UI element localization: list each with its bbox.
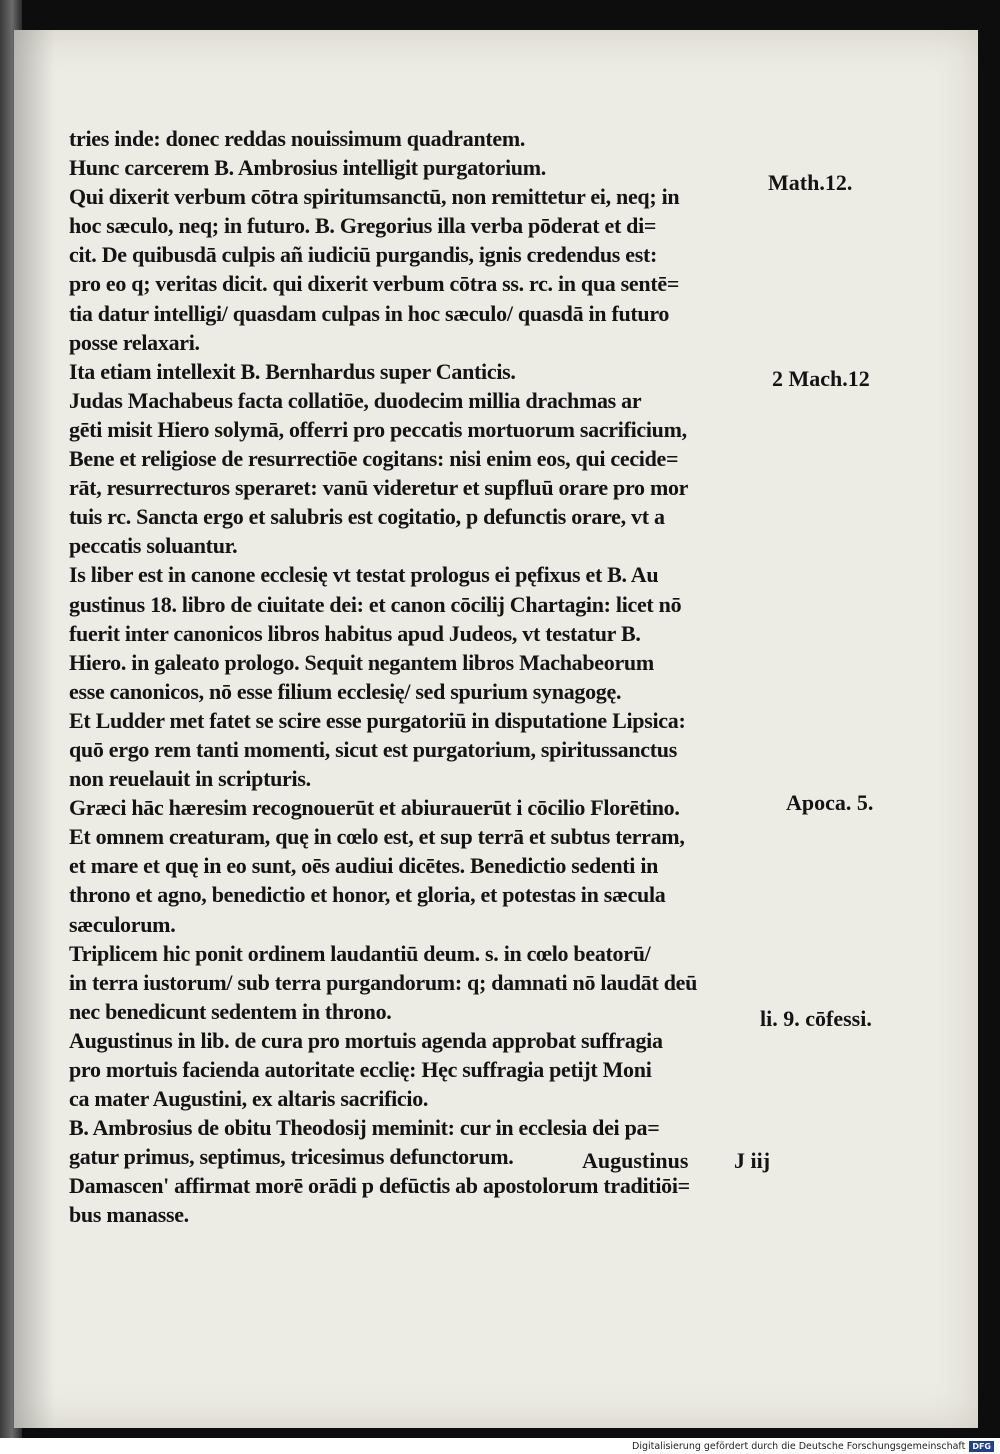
text-line: rāt, resurrecturos speraret: vanū videretur et supfluū orare pro mor bbox=[69, 475, 689, 501]
digitization-footer bbox=[0, 1438, 1000, 1454]
margin-note-mach: 2 Mach.12 bbox=[772, 366, 870, 391]
funding-credit: Digitalisierung gefördert durch die Deutsche Forschungsgemeinschaft bbox=[632, 1440, 966, 1452]
text-line: tia datur intelligi/ quasdam culpas in hoc sæculo/ quasdā in futuro bbox=[69, 300, 670, 326]
margin-note-math: Math.12. bbox=[768, 170, 853, 195]
text-line: Augustinus in lib. de cura pro mortuis agenda approbat suffragia bbox=[69, 1027, 663, 1053]
text-line: cit. De quibusdā culpis añ iudiciū purgandis, ignis credendus est: bbox=[69, 242, 658, 268]
text-line: pro eo q; veritas dicit. qui dixerit verbum cōtra ss. rc. in qua sentē= bbox=[69, 271, 680, 297]
text-line: Damascen' affirmat morē orādi p defūctis ab apostolorum traditiōi= bbox=[69, 1173, 690, 1199]
text-line: tuis rc. Sancta ergo et salubris est cogitatio, p defunctis orare, vt a bbox=[69, 504, 665, 530]
text-line: Judas Machabeus facta collatiōe, duodecim millia drachmas ar bbox=[69, 387, 642, 413]
text-line: ca mater Augustini, ex altaris sacrificio. bbox=[69, 1086, 429, 1112]
text-line: Triplicem hic ponit ordinem laudantiū deum. s. in cœlo beatorū/ bbox=[69, 940, 651, 966]
catchword: Augustinus bbox=[582, 1148, 689, 1173]
text-line: Qui dixerit verbum cōtra spiritumsanctū, non remittetur ei, neq; in bbox=[69, 184, 680, 210]
body-text bbox=[69, 124, 799, 1230]
text-line: tries inde: donec reddas nouissimum quadrantem. bbox=[69, 126, 526, 151]
margin-note-apoca: Apoca. 5. bbox=[786, 790, 874, 815]
text-line: in terra iustorum/ sub terra purgandorum: q; damnati nō laudāt deū bbox=[69, 969, 698, 995]
text-line: B. Ambrosius de obitu Theodosij meminit: cur in ecclesia dei pa= bbox=[69, 1115, 660, 1141]
text-line: Bene et religiose de resurrectiōe cogitans: nisi enim eos, qui cecide= bbox=[69, 446, 679, 472]
text-line: bus manasse. bbox=[69, 1202, 189, 1228]
text-line: nec benedicunt sedentem in throno. bbox=[69, 998, 392, 1024]
text-line: Hunc carcerem B. Ambrosius intelligit purgatorium. bbox=[69, 155, 546, 181]
dfg-logo-icon: DFG bbox=[969, 1441, 994, 1452]
book-page bbox=[14, 30, 978, 1428]
text-line: fuerit inter canonicos libros habitus apud Judeos, vt testatur B. bbox=[69, 620, 641, 646]
text-line: Is liber est in canone ecclesię vt testat prologus ei pęfixus et B. Au bbox=[69, 562, 659, 588]
text-line: gustinus 18. libro de ciuitate dei: et canon cōcilij Chartagin: licet nō bbox=[69, 591, 682, 617]
text-line: hoc sæculo, neq; in futuro. B. Gregorius illa verba pōderat et di= bbox=[69, 213, 657, 239]
text-line: peccatis soluantur. bbox=[69, 533, 238, 559]
text-line: esse canonicos, nō esse filium ecclesię/ sed spurium synagogę. bbox=[69, 678, 622, 704]
text-line: Hiero. in galeato prologo. Sequit negantem libros Machabeorum bbox=[69, 649, 654, 675]
text-line: sæculorum. bbox=[69, 911, 176, 937]
signature-mark: J iij bbox=[734, 1148, 771, 1173]
text-line: quō ergo rem tanti momenti, sicut est purgatorium, spiritussanctus bbox=[69, 736, 677, 762]
text-line: throno et agno, benedictio et honor, et gloria, et potestas in sæcula bbox=[69, 882, 666, 908]
text-line: Et Ludder met fatet se scire esse purgatoriū in disputatione Lipsica: bbox=[69, 707, 686, 733]
margin-note-confessiones: li. 9. cōfessi. bbox=[760, 1006, 872, 1031]
text-line: gatur primus, septimus, tricesimus defunctorum. bbox=[69, 1144, 514, 1170]
text-line: Ita etiam intellexit B. Bernhardus super Canticis. bbox=[69, 358, 516, 384]
text-line: posse relaxari. bbox=[69, 329, 200, 355]
text-line: pro mortuis facienda autoritate ecclię: Hęc suffragia petijt Moni bbox=[69, 1057, 652, 1082]
text-line: non reuelauit in scripturis. bbox=[69, 766, 311, 792]
text-line: et mare et quę in eo sunt, oēs audiui dicētes. Benedictio sedenti in bbox=[69, 853, 659, 879]
text-line: Græci hāc hæresim recognouerūt et abiurauerūt i cōcilio Florētino. bbox=[69, 795, 680, 821]
text-line: gēti misit Hiero solymā, offerri pro peccatis mortuorum sacrificium, bbox=[69, 416, 687, 442]
text-line: Et omnem creaturam, quę in cœlo est, et sup terrā et subtus terram, bbox=[69, 824, 685, 850]
